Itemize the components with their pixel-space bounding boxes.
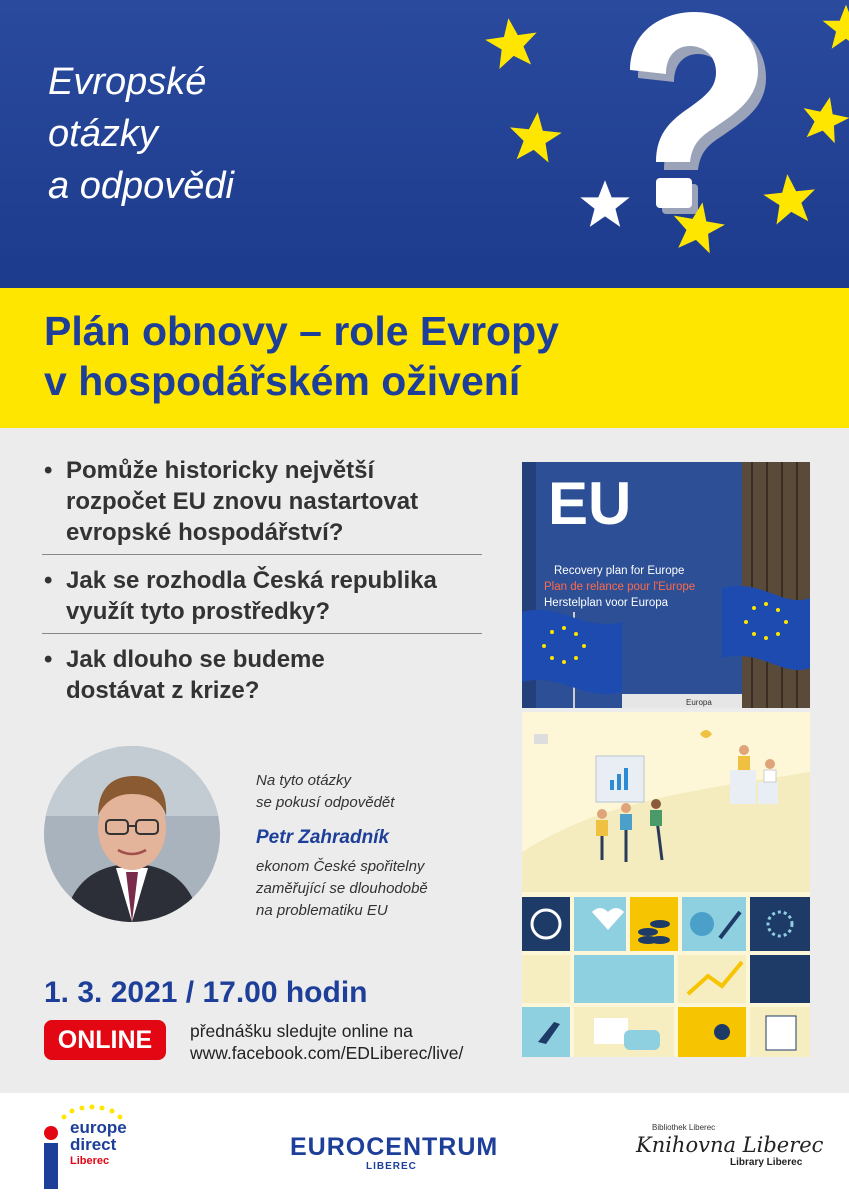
event-date: 1. 3. 2021 / 17.00 hodin [44, 976, 368, 1009]
main-title: Plán obnovy – role Evropy v hospodářském oživení [44, 308, 559, 404]
virus-icon [690, 912, 714, 936]
question-mark-stars-decoration [430, 0, 849, 288]
banner-line: Plan de relance pour l'Europe [544, 581, 696, 593]
eu-banner-photo [522, 462, 810, 708]
facebook-link[interactable]: www.facebook.com/EDLiberec/live/ [190, 1043, 464, 1063]
online-info: přednášku sledujte online na www.facebook.com/EDLiberec/live/ [190, 1021, 464, 1063]
europe-direct-text: europe direct Liberec [70, 1118, 127, 1167]
title-band [0, 288, 849, 428]
drone-icon [534, 734, 548, 744]
star-icon [761, 171, 818, 225]
speaker-name: Petr Zahradník [256, 827, 390, 848]
bullet-icon: • [44, 567, 53, 594]
recovery-illustration-image [522, 712, 810, 1057]
footer [0, 1093, 849, 1200]
star-icon [483, 15, 541, 71]
speaker-info: Na tyto otázky se pokusí odpovědět Petr Zahradník ekonom České spořitelny zaměřující se dlouhodobě na problematiku EU [256, 770, 486, 922]
header-banner [0, 0, 849, 288]
library-logo: Knihovna Liberec [636, 1133, 824, 1157]
first-aid-icon [594, 1018, 628, 1044]
bullet-icon: • [44, 457, 53, 484]
star-icon [798, 92, 849, 145]
banner-line: Herstelplan voor Europa [544, 597, 669, 609]
star-icon [507, 109, 564, 163]
online-badge: ONLINE [44, 1020, 166, 1060]
document-icon [766, 1016, 796, 1050]
question-list [42, 455, 482, 706]
bullet-icon: • [44, 646, 53, 673]
library-small-text: Bibliothek Liberec [652, 1123, 716, 1132]
star-icon [823, 5, 849, 49]
mask-icon [624, 1030, 660, 1050]
banner-line: Recovery plan for Europe [554, 565, 685, 577]
recovery-illustration [522, 712, 810, 1057]
speaker-avatar [44, 746, 220, 922]
question-item: • Pomůže historicky největší rozpočet EU znovu nastartovat evropské hospodářství? [42, 455, 482, 555]
building-sign: Europa [686, 698, 712, 707]
eurocentrum-city: LIBEREC [366, 1161, 417, 1172]
question-item: • Jak se rozhodla Česká republika využít tyto prostředky? [42, 565, 482, 634]
banner-eu-text: EU [548, 470, 632, 537]
question-item: • Jak dlouho se budeme dostávat z krize? [44, 646, 325, 704]
series-title: Evropské otázky a odpovědi [48, 61, 234, 207]
eurocentrum-logo: EUROCENTRUM [290, 1133, 499, 1161]
question-mark-icon [630, 12, 766, 214]
speaker-portrait [44, 746, 220, 922]
star-icon [580, 180, 629, 227]
library-english: Library Liberec [730, 1157, 803, 1168]
euro-icon [714, 1024, 730, 1040]
eu-building-image [522, 462, 810, 708]
